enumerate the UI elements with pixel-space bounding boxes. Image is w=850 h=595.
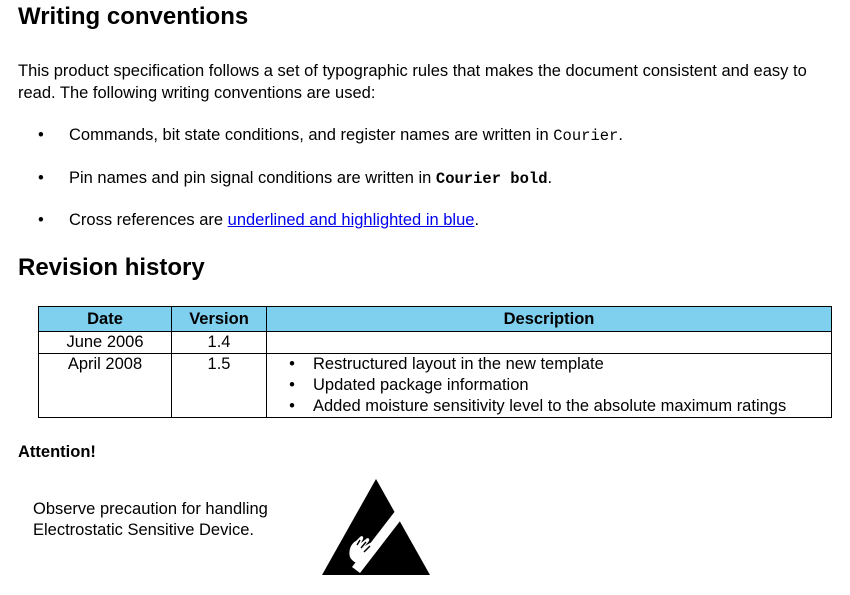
cell-version: 1.5 [172, 354, 267, 418]
revision-history-table [38, 306, 832, 418]
courier-sample: Courier [553, 127, 619, 145]
cross-reference-link[interactable]: underlined and highlighted in blue [227, 211, 475, 229]
column-header-description: Description [267, 307, 832, 332]
cell-version: 1.4 [172, 332, 267, 354]
list-item: • Restructured layout in the new template [289, 355, 604, 373]
bullet-text: Pin names and pin signal conditions are written in [69, 169, 436, 187]
bullet-text: Cross references are [69, 211, 228, 229]
cell-date: June 2006 [39, 332, 172, 354]
table-header-row [39, 307, 832, 332]
courier-bold-sample: Courier bold [435, 170, 548, 188]
bullet-item-courier-bold: • Pin names and pin signal conditions are written in Courier bold. [38, 169, 553, 188]
cell-description [267, 354, 832, 418]
section-title-writing-conventions: Writing conventions [18, 3, 249, 30]
bullet-marker: • [38, 169, 44, 187]
list-item: • Added moisture sensitivity level to the absolute maximum ratings [289, 397, 787, 415]
column-header-version: Version [172, 307, 267, 332]
section-title-revision-history: Revision history [18, 254, 205, 281]
cell-description [267, 332, 832, 354]
attention-heading: Attention! [18, 443, 96, 461]
description-list [271, 354, 827, 417]
bullet-marker: • [38, 211, 44, 229]
bullet-text: Commands, bit state conditions, and register names are written in [69, 126, 554, 144]
cell-date: April 2008 [39, 354, 172, 418]
intro-paragraph: This product specification follows a set of typographic rules that makes the document consistent and easy to read. The following writing conventions are used: [18, 62, 807, 102]
esd-warning-text: Observe precaution for handling Electrostatic Sensitive Device. [33, 500, 268, 539]
table-row [39, 332, 832, 354]
table-row [39, 354, 832, 418]
bullet-item-courier: • Commands, bit state conditions, and register names are written in Courier. [38, 126, 623, 145]
bullet-marker: • [38, 126, 44, 144]
column-header-date: Date [39, 307, 172, 332]
bullet-item-cross-reference: • Cross references are underlined and highlighted in blue. [38, 211, 480, 229]
list-item: • Updated package information [289, 376, 529, 394]
esd-warning-icon [320, 477, 432, 581]
